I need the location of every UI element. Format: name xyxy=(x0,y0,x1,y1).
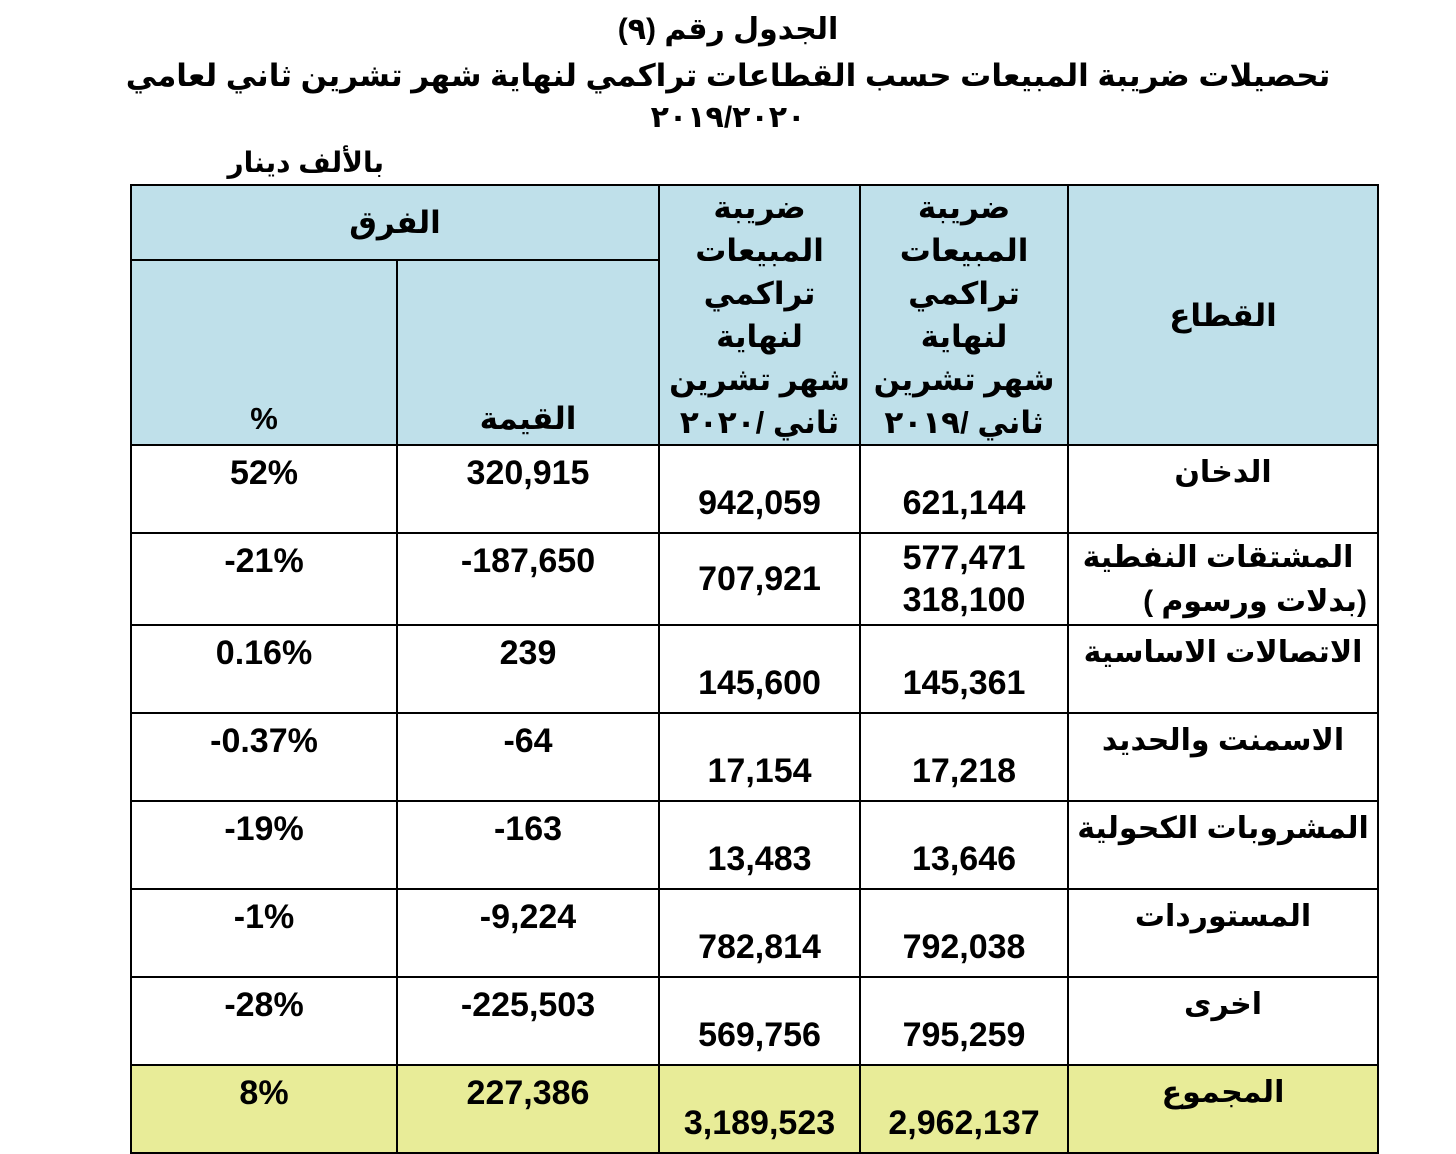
table-years: ٢٠١٩/٢٠٢٠ xyxy=(650,101,806,134)
cell-2020: 17,154 xyxy=(659,713,860,801)
cell-percent: -21% xyxy=(131,533,397,625)
total-row xyxy=(131,1065,1378,1153)
cell-2019: 792,038 xyxy=(860,889,1068,977)
cell-percent: -0.37% xyxy=(131,713,397,801)
cell-value: 239 xyxy=(397,625,659,713)
cell-sector: المستوردات xyxy=(1068,889,1378,977)
cell-percent: -19% xyxy=(131,801,397,889)
col-2019-header: ضريبة المبيعات تراكمي لنهاية شهر تشرين ثاني /٢٠١٩ xyxy=(860,185,1068,445)
table-row xyxy=(131,533,1378,625)
table-row xyxy=(131,713,1378,801)
table-number: الجدول رقم (٩) xyxy=(617,13,839,46)
value-header: القيمة xyxy=(397,260,659,445)
total-percent: 8% xyxy=(131,1065,397,1153)
cell-value: 320,915 xyxy=(397,445,659,533)
table-row xyxy=(131,445,1378,533)
difference-header: الفرق xyxy=(131,185,659,260)
cell-sector: اخرى xyxy=(1068,977,1378,1065)
cell-sector: الاسمنت والحديد xyxy=(1068,713,1378,801)
unit-label: بالألف دينار xyxy=(227,147,384,178)
cell-2020: 942,059 xyxy=(659,445,860,533)
cell-2020: 707,921 xyxy=(659,533,860,625)
cell-2019: 13,646 xyxy=(860,801,1068,889)
cell-2020: 569,756 xyxy=(659,977,860,1065)
cell-percent: -28% xyxy=(131,977,397,1065)
cell-sector: الاتصالات الاساسية xyxy=(1068,625,1378,713)
total-2019: 2,962,137 xyxy=(860,1065,1068,1153)
table-row xyxy=(131,977,1378,1065)
cell-percent: 52% xyxy=(131,445,397,533)
cell-2019: 577,471 318,100 xyxy=(860,533,1068,625)
cell-2019: 795,259 xyxy=(860,977,1068,1065)
header-row-1 xyxy=(131,185,1378,260)
cell-sector: المشتقات النفطية (بدلات ورسوم ) xyxy=(1068,533,1378,625)
percent-header: % xyxy=(131,260,397,445)
cell-percent: -1% xyxy=(131,889,397,977)
sales-tax-table xyxy=(130,184,1379,1154)
table-title: تحصيلات ضريبة المبيعات حسب القطاعات تراكمي لنهاية شهر تشرين ثاني لعامي xyxy=(125,58,1331,93)
sector-header: القطاع xyxy=(1068,185,1378,445)
total-label: المجموع xyxy=(1068,1065,1378,1153)
cell-value: -9,224 xyxy=(397,889,659,977)
cell-sector: الدخان xyxy=(1068,445,1378,533)
total-value: 227,386 xyxy=(397,1065,659,1153)
cell-value: -225,503 xyxy=(397,977,659,1065)
cell-2019: 621,144 xyxy=(860,445,1068,533)
cell-2020: 782,814 xyxy=(659,889,860,977)
cell-value: -64 xyxy=(397,713,659,801)
total-2020: 3,189,523 xyxy=(659,1065,860,1153)
cell-percent: 0.16% xyxy=(131,625,397,713)
cell-value: -163 xyxy=(397,801,659,889)
col-2020-header: ضريبة المبيعات تراكمي لنهاية شهر تشرين ثاني /٢٠٢٠ xyxy=(659,185,860,445)
table-row xyxy=(131,801,1378,889)
cell-2020: 145,600 xyxy=(659,625,860,713)
cell-2019: 145,361 xyxy=(860,625,1068,713)
cell-sector: المشروبات الكحولية xyxy=(1068,801,1378,889)
cell-2020: 13,483 xyxy=(659,801,860,889)
table-row xyxy=(131,889,1378,977)
cell-2019: 17,218 xyxy=(860,713,1068,801)
table-row xyxy=(131,625,1378,713)
cell-value: -187,650 xyxy=(397,533,659,625)
